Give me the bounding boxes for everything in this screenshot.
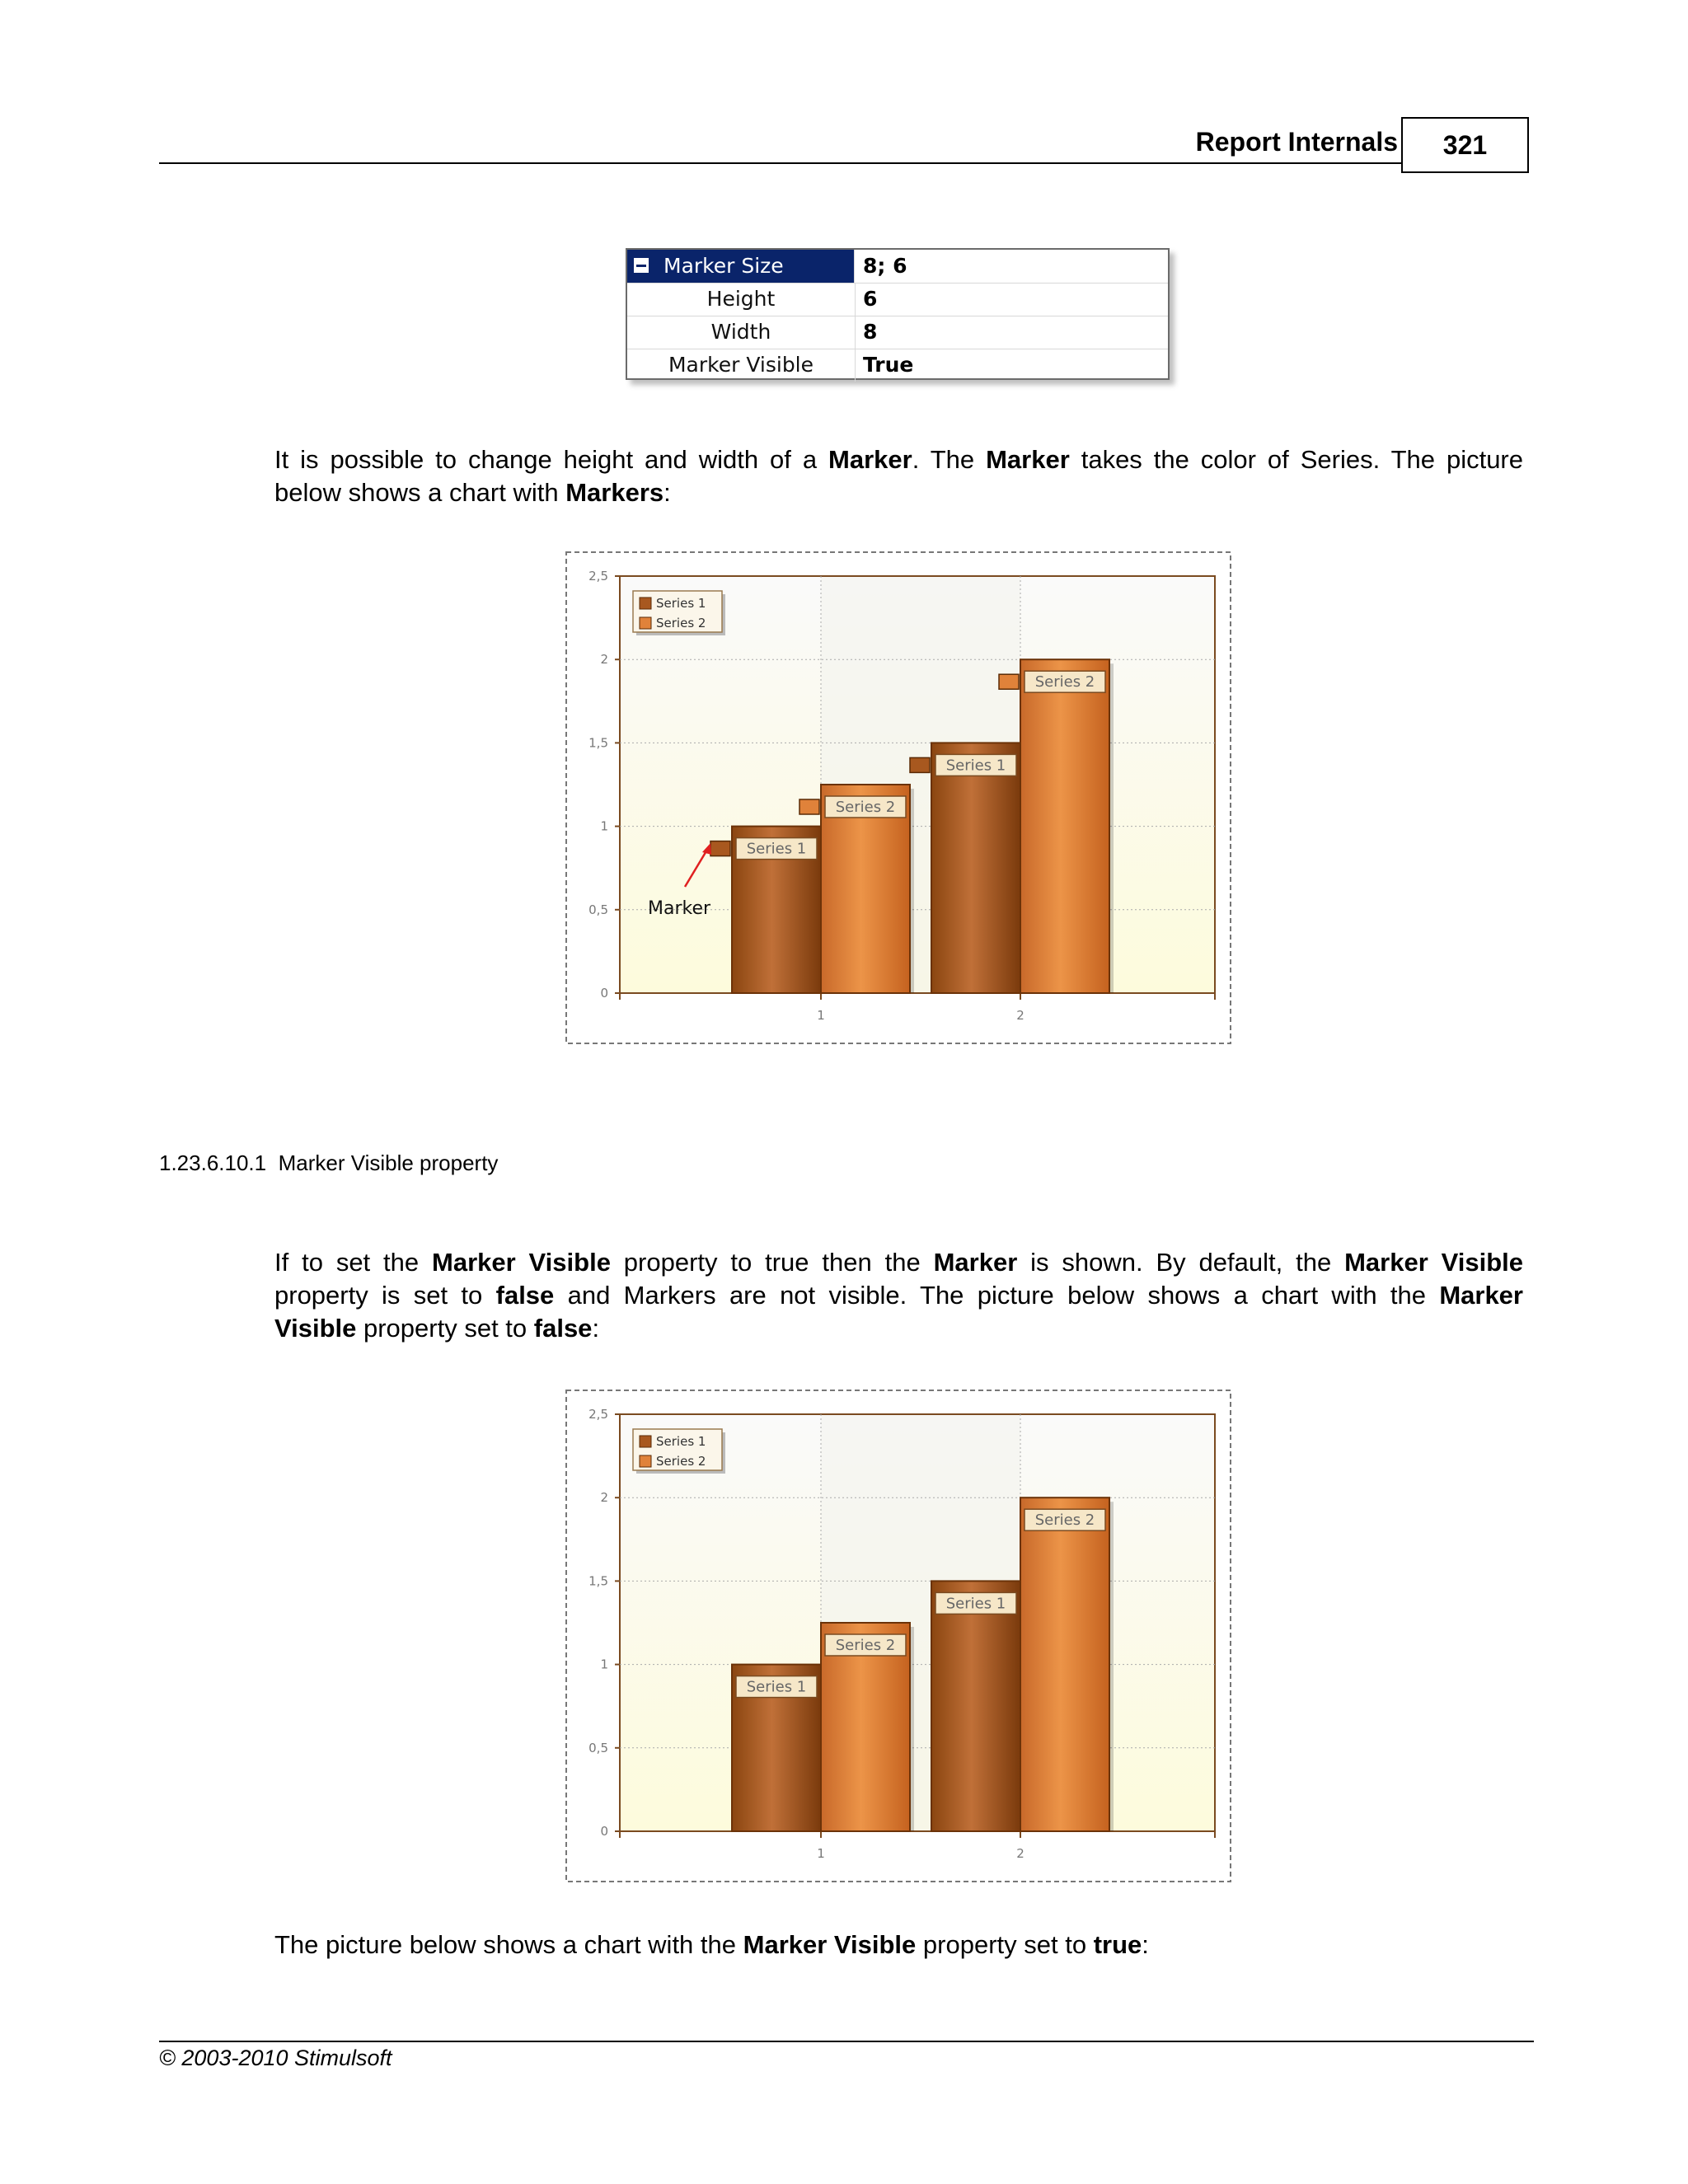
property-name-label: Marker Size	[663, 254, 784, 278]
legend-swatch	[640, 598, 651, 609]
property-value: 6	[863, 287, 878, 311]
bar-label: Series 1	[746, 840, 807, 858]
property-name	[627, 250, 855, 283]
section-number: 1.23.6.10.1	[159, 1151, 267, 1175]
text-line: below shows a chart with Markers:	[274, 478, 671, 507]
marker	[799, 799, 819, 814]
property-value: True	[863, 353, 914, 377]
y-tick-label: 0,5	[588, 1740, 608, 1755]
legend-swatch	[640, 1455, 651, 1467]
property-row-marker-visible[interactable]	[627, 349, 1168, 382]
property-row-width[interactable]	[627, 316, 1168, 349]
y-tick-label: 2	[600, 1490, 608, 1506]
property-name: Marker Visible	[627, 349, 856, 382]
y-tick-label: 2,5	[588, 569, 608, 583]
paragraph-marker-visible-true	[274, 1929, 1523, 1961]
x-tick-label: 2	[1016, 1008, 1025, 1023]
text-line: The picture below shows a chart with the Marker Visible property set to true:	[274, 1930, 1149, 1959]
legend-swatch	[640, 1436, 651, 1447]
collapse-icon[interactable]	[634, 258, 649, 273]
bar-label: Series 1	[945, 1595, 1006, 1613]
bar-label: Series 1	[945, 757, 1006, 775]
header-rule	[159, 162, 1402, 164]
bar	[1020, 1497, 1109, 1831]
legend-label: Series 2	[656, 616, 706, 630]
marker	[710, 841, 730, 856]
marker	[999, 674, 1019, 689]
x-tick-label: 1	[817, 1008, 825, 1023]
bar-label: Series 2	[835, 1637, 896, 1654]
y-tick-label: 0	[600, 1824, 608, 1839]
marker	[910, 757, 930, 772]
annotation-label: Marker	[648, 898, 711, 919]
section-heading	[159, 1151, 498, 1176]
page-number: 321	[1401, 117, 1529, 173]
text-line: Visible property set to false:	[274, 1314, 600, 1343]
property-name: Width	[627, 316, 856, 349]
bar-label: Series 2	[1034, 1511, 1095, 1530]
bar	[1020, 659, 1109, 993]
bar-label: Series 1	[746, 1678, 807, 1696]
legend-swatch	[640, 617, 651, 629]
section-title: Marker Visible property	[278, 1151, 499, 1175]
y-tick-label: 1	[600, 1657, 608, 1672]
bar	[931, 1581, 1020, 1831]
x-tick-label: 2	[1016, 1846, 1025, 1861]
legend-label: Series 1	[656, 596, 706, 611]
paragraph-marker-visible	[274, 1246, 1523, 1345]
bar-label: Series 2	[835, 799, 896, 816]
y-tick-label: 2,5	[588, 1407, 608, 1422]
legend-label: Series 2	[656, 1454, 706, 1469]
y-tick-label: 2	[600, 652, 608, 668]
text-line: It is possible to change height and width of a Marker. The Marker takes the color of Series. The picture	[274, 445, 1523, 474]
chart-with-markers	[565, 551, 1231, 1044]
legend	[633, 591, 725, 635]
property-value: 8	[863, 320, 878, 344]
legend-label: Series 1	[656, 1434, 706, 1449]
bar-chart-svg	[565, 1390, 1231, 1882]
y-tick-label: 1,5	[588, 1573, 608, 1589]
text-line: If to set the Marker Visible property to true then the Marker is shown. By default, the Marker Visible	[274, 1248, 1523, 1277]
paragraph-markers-intro	[274, 443, 1523, 509]
text-line: property is set to false and Markers are not visible. The picture below shows a chart with the Marker	[274, 1281, 1523, 1310]
y-tick-label: 0	[600, 986, 608, 1001]
y-tick-label: 1	[600, 818, 608, 834]
bar	[931, 743, 1020, 993]
y-tick-label: 1,5	[588, 735, 608, 751]
legend	[633, 1429, 725, 1474]
property-value: 8; 6	[863, 254, 907, 278]
property-row-marker-size[interactable]	[627, 250, 1168, 284]
footer-copyright: © 2003-2010 Stimulsoft	[159, 2046, 392, 2070]
property-row-height[interactable]	[627, 283, 1168, 316]
property-name: Height	[627, 283, 856, 316]
y-tick-label: 0,5	[588, 902, 608, 917]
running-header-title: Report Internals	[1195, 127, 1398, 157]
x-tick-label: 1	[817, 1846, 825, 1861]
footer-rule	[159, 2041, 1534, 2042]
bar-chart-svg	[565, 551, 1231, 1044]
chart-without-markers	[565, 1390, 1231, 1882]
bar-label: Series 2	[1034, 673, 1095, 691]
property-grid	[626, 248, 1170, 380]
